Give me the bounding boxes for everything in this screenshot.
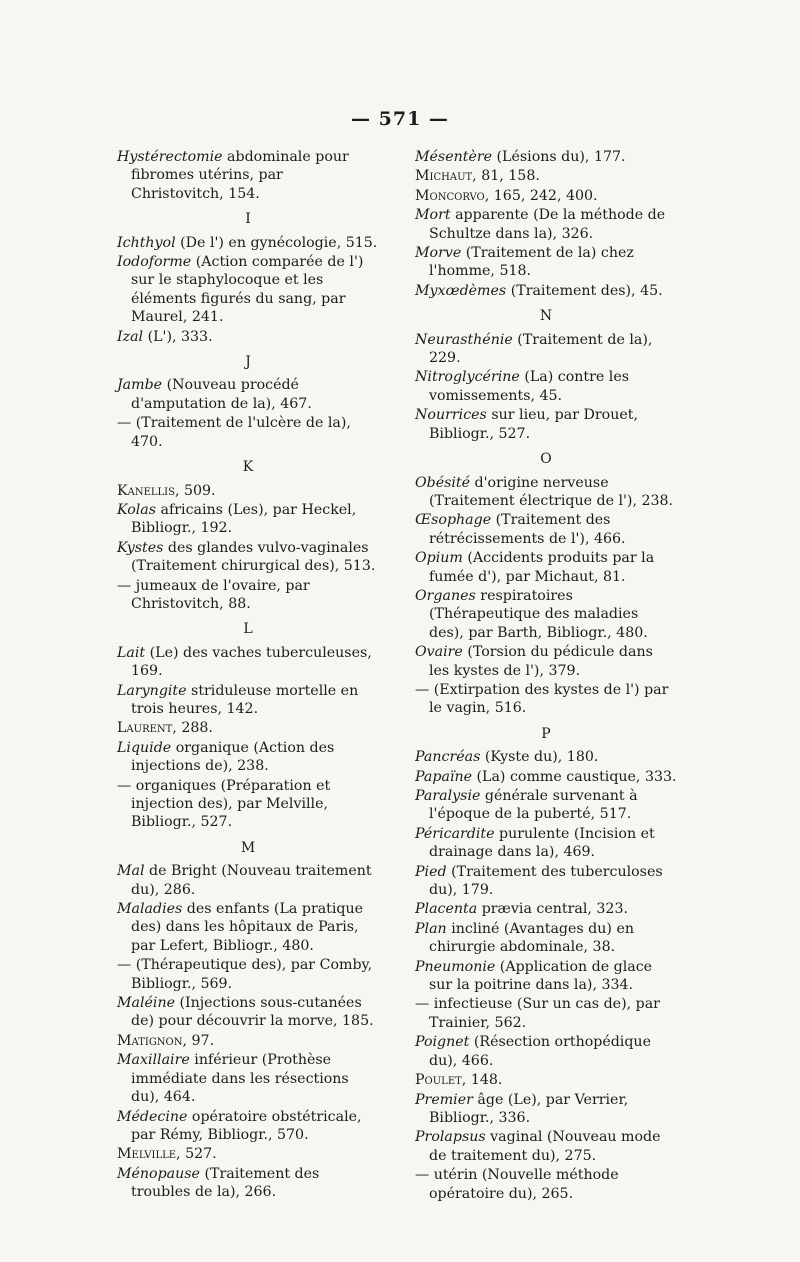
- entry-headword: Michaut: [415, 168, 473, 185]
- entry-headword: Opium: [415, 550, 463, 567]
- entry-headword: Plan: [415, 920, 447, 937]
- entry-text: sur lieu, par Drouet, Bibliogr., 527.: [429, 407, 638, 442]
- entry-headword: Paralysie: [415, 788, 481, 804]
- entry-headword: Ichthyol: [117, 234, 176, 251]
- entry-text: incliné (Avantages du) en chirurgie abdominale, 38.: [429, 920, 634, 956]
- index-entry: [117, 1165, 379, 1202]
- entry-text: , 165, 242, 400.: [484, 187, 598, 204]
- index-entry: [415, 643, 677, 680]
- entry-text: , 509.: [174, 482, 216, 499]
- entry-text: (Le) des vaches tuberculeuses, 169.: [131, 644, 372, 680]
- entry-headword: Moncorvo: [415, 187, 485, 204]
- section-letter: K: [242, 459, 254, 476]
- entry-headword: Maléine: [117, 995, 175, 1012]
- entry-headword: —: [117, 415, 132, 432]
- entry-headword: Kystes: [117, 539, 164, 556]
- entry-headword: —: [117, 577, 132, 594]
- index-entry: [415, 863, 677, 900]
- entry-headword: Jambe: [117, 377, 163, 394]
- entry-text: (Action comparée de l') sur le staphylocoque et les éléments figurés du sang, par Maurel, 241.: [131, 254, 364, 326]
- section-letter: N: [539, 308, 553, 325]
- index-entry: [415, 244, 677, 281]
- index-entry: [117, 719, 379, 737]
- entry-text: (L'), 333.: [143, 328, 213, 345]
- index-entry: [415, 1128, 677, 1165]
- section-letter: L: [243, 621, 253, 638]
- index-entry: [117, 682, 379, 719]
- entry-headword: Izal: [117, 328, 144, 345]
- entry-text: opératoire obstétricale, par Rémy, Bibliogr., 570.: [131, 1108, 362, 1143]
- entry-text: , 527.: [176, 1146, 217, 1163]
- entry-text: générale survenant à l'époque de la puberté, 517.: [429, 788, 638, 823]
- entry-headword: Mort: [415, 207, 451, 224]
- index-entry: [117, 862, 379, 899]
- entry-text: des enfants (La pratique des) dans les hôpitaux de Paris, par Lefert, Bibliogr., 480.: [131, 901, 364, 954]
- entry-headword: Lait: [117, 644, 146, 661]
- index-entry: [117, 1145, 379, 1163]
- index-entry: [415, 1091, 677, 1128]
- entry-text: (Traitement des tuberculoses du), 179.: [429, 863, 663, 899]
- entry-headword: Kanellis: [117, 482, 175, 499]
- index-entry: [117, 644, 379, 681]
- index-entry: [415, 1033, 677, 1070]
- index-entry: [117, 376, 379, 413]
- index-entry: [415, 681, 677, 718]
- entry-text: utérin (Nouvelle méthode opératoire du), 265.: [429, 1167, 619, 1202]
- entry-headword: Premier: [415, 1091, 473, 1108]
- index-entry: [415, 1166, 677, 1203]
- entry-text: , 81, 158.: [472, 168, 540, 185]
- entry-headword: —: [415, 996, 430, 1013]
- entry-text: (Traitement de l'ulcère de la), 470.: [131, 415, 351, 450]
- entry-headword: Myxœdèmes: [415, 282, 507, 299]
- index-entry: [415, 1071, 677, 1089]
- entry-text: (Kyste du), 180.: [480, 749, 599, 766]
- entry-text: , 288.: [172, 720, 213, 737]
- index-entry: [117, 539, 379, 576]
- index-entry: [415, 549, 677, 586]
- index-entry: [117, 739, 379, 776]
- entry-headword: Morve: [415, 245, 462, 262]
- entry-text: jumeaux de l'ovaire, par Christovitch, 88.: [131, 577, 310, 612]
- index-entry: [117, 1032, 379, 1050]
- index-entry: [415, 787, 677, 824]
- entry-text: striduleuse mortelle en trois heures, 142.: [131, 682, 359, 717]
- index-entry: [415, 587, 677, 642]
- entry-text: (La) comme caustique, 333.: [471, 768, 677, 785]
- entry-text: des glandes vulvo-vaginales (Traitement chirurgical des), 513.: [131, 539, 376, 575]
- entry-text: (Lésions du), 177.: [492, 149, 626, 165]
- index-entry: [415, 148, 677, 166]
- entry-headword: Maladies: [117, 901, 183, 918]
- index-entry: [415, 187, 677, 205]
- entry-text: organiques (Préparation et injection des), par Melville, Bibliogr., 527.: [131, 777, 331, 831]
- entry-text: apparente (De la méthode de Schultze dans la), 326.: [429, 207, 666, 242]
- entry-headword: Neurasthénie: [415, 331, 513, 348]
- entry-text: (De l') en gynécologie, 515.: [175, 234, 378, 251]
- index-entry: [415, 768, 677, 786]
- entry-headword: —: [117, 777, 132, 794]
- index-entry: [415, 920, 677, 957]
- index-entry: [117, 956, 379, 993]
- entry-headword: Iodoforme: [117, 254, 192, 271]
- index-entry: [117, 414, 379, 451]
- entry-text: (Résection orthopédique du), 466.: [429, 1034, 651, 1069]
- entry-text: infectieuse (Sur un cas de), par Trainier, 562.: [429, 996, 660, 1031]
- index-entry: [415, 167, 677, 185]
- entry-text: africains (Les), par Heckel, Bibliogr., 192.: [131, 501, 357, 537]
- entry-text: vaginal (Nouveau mode de traitement du), 275.: [429, 1129, 661, 1164]
- entry-text: (Extirpation des kystes de l') par le vagin, 516.: [429, 681, 669, 717]
- entry-text: (Injections sous-cutanées de) pour découvrir la morve, 185.: [131, 995, 374, 1030]
- entry-text: (Traitement des), 45.: [506, 282, 663, 299]
- index-entry: [117, 501, 379, 538]
- entry-headword: Œsophage: [415, 512, 492, 529]
- entry-text: respiratoires (Thérapeutique des maladies des), par Barth, Bibliogr., 480.: [429, 587, 648, 641]
- entry-text: (Nouveau procédé d'amputation de la), 467.: [131, 377, 312, 412]
- entry-headword: Melville: [117, 1146, 177, 1163]
- index-column-left: [117, 148, 379, 1203]
- entry-text: (Traitement des troubles de la), 266.: [131, 1165, 320, 1201]
- entry-text: (Traitement de la) chez l'homme, 518.: [429, 245, 634, 280]
- index-entry: [117, 577, 379, 614]
- entry-headword: Maxillaire: [117, 1052, 190, 1069]
- entry-headword: Obésité: [415, 474, 471, 491]
- entry-headword: Pneumonie: [415, 958, 496, 975]
- entry-text: , 148.: [461, 1072, 503, 1089]
- index-entry: [415, 825, 677, 862]
- entry-headword: Ovaire: [415, 644, 463, 661]
- entry-headword: Kolas: [117, 501, 157, 518]
- entry-text: (Accidents produits par la fumée d'), par Michaut, 81.: [429, 550, 655, 585]
- entry-headword: —: [415, 1167, 430, 1184]
- entry-text: , 97.: [182, 1032, 215, 1049]
- entry-headword: Organes: [415, 587, 476, 604]
- entry-headword: Mésentère: [415, 149, 493, 165]
- entry-headword: Nitroglycérine: [415, 369, 520, 386]
- entry-headword: Nourrices: [415, 407, 487, 424]
- entry-headword: Médecine: [117, 1108, 188, 1125]
- index-entry: [415, 748, 677, 766]
- section-letter: P: [541, 725, 551, 742]
- index-entry: [415, 474, 677, 511]
- entry-headword: Prolapsus: [415, 1129, 486, 1146]
- section-letter: M: [240, 839, 256, 856]
- entry-text: prævia central, 323.: [477, 901, 628, 918]
- index-entry: [415, 958, 677, 995]
- entry-text: (Traitement des rétrécissements de l'), 466.: [429, 512, 626, 547]
- entry-headword: Liquide: [117, 739, 172, 756]
- index-entry: [415, 282, 677, 300]
- index-entry: [415, 331, 677, 368]
- index-entry: [117, 994, 379, 1031]
- entry-text: (Application de glace sur la poitrine dans la), 334.: [429, 958, 653, 994]
- entry-headword: Hystérectomie: [117, 149, 223, 165]
- entry-headword: Pied: [415, 863, 447, 880]
- entry-headword: Poulet: [415, 1072, 462, 1089]
- index-entry: [117, 777, 379, 832]
- section-letter: O: [540, 451, 552, 468]
- entry-headword: —: [415, 681, 430, 698]
- entry-text: (Traitement de la), 229.: [429, 331, 653, 367]
- index-entry: [117, 328, 379, 346]
- entry-headword: Laryngite: [117, 682, 187, 699]
- entry-headword: Laurent: [117, 720, 173, 737]
- entry-headword: Papaïne: [415, 768, 472, 785]
- entry-text: (La) contre les vomissements, 45.: [429, 369, 630, 404]
- page-number: — 571 —: [351, 108, 449, 130]
- section-letter: J: [245, 354, 251, 371]
- entry-headword: Pancréas: [415, 749, 481, 766]
- entry-text: d'origine nerveuse (Traitement électrique de l'), 238.: [429, 474, 674, 509]
- index-entry: [117, 1108, 379, 1145]
- entry-headword: Matignon: [117, 1032, 183, 1049]
- entry-headword: Poignet: [415, 1034, 470, 1051]
- index-entry: [117, 234, 379, 252]
- index-column-right: [415, 148, 677, 1204]
- entry-headword: Mal: [117, 863, 145, 880]
- entry-text: de Bright (Nouveau traitement du), 286.: [131, 863, 372, 898]
- index-entry: [415, 206, 677, 243]
- index-entry: [415, 511, 677, 548]
- entry-text: (Torsion du pédicule dans les kystes de l'), 379.: [429, 644, 653, 679]
- index-entry: [117, 253, 379, 327]
- entry-text: âge (Le), par Verrier, Bibliogr., 336.: [429, 1091, 629, 1126]
- index-entry: [415, 368, 677, 405]
- entry-text: abdominale pour fibromes utérins, par Christovitch, 154.: [131, 149, 349, 202]
- index-entry: [415, 406, 677, 443]
- index-entry: [415, 900, 677, 918]
- entry-text: organique (Action des injections de), 238.: [131, 739, 335, 775]
- entry-headword: Ménopause: [117, 1165, 200, 1182]
- index-entry: [117, 148, 379, 203]
- entry-text: purulente (Incision et drainage dans la), 469.: [429, 825, 655, 861]
- index-entry: [117, 482, 379, 500]
- entry-headword: —: [117, 957, 132, 974]
- section-letter: I: [245, 211, 251, 228]
- index-entry: [117, 900, 379, 955]
- entry-headword: Placenta: [415, 901, 478, 918]
- entry-headword: Péricardite: [415, 825, 495, 842]
- entry-text: (Thérapeutique des), par Comby, Bibliogr., 569.: [131, 957, 373, 992]
- entry-text: inférieur (Prothèse immédiate dans les résections du), 464.: [131, 1052, 349, 1106]
- index-entry: [117, 1051, 379, 1106]
- index-entry: [415, 995, 677, 1032]
